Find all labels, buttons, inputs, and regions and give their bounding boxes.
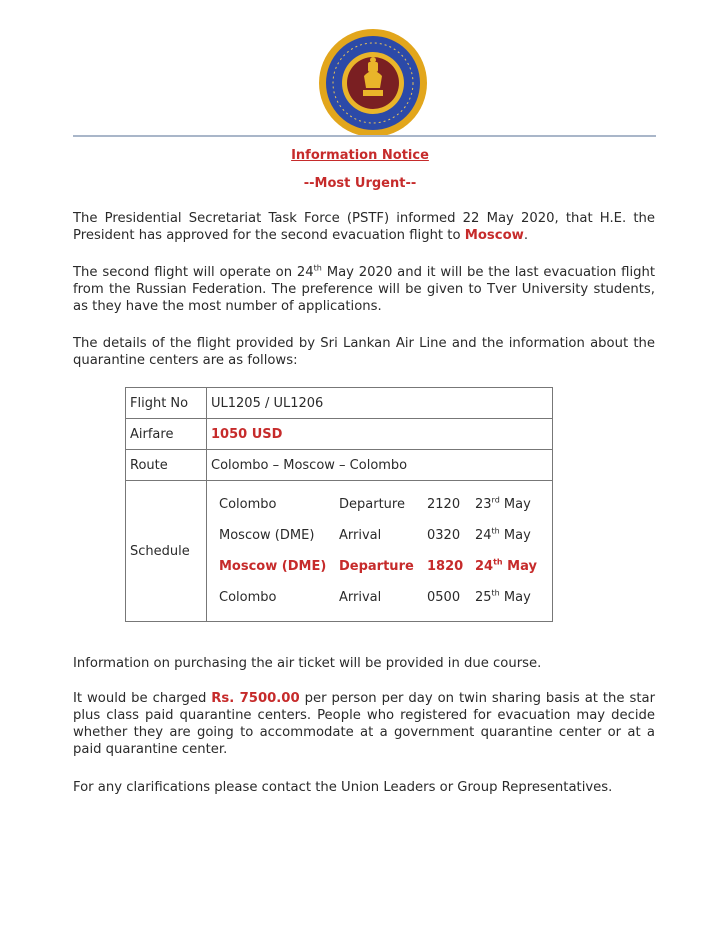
schedule-time: 0320 xyxy=(427,528,461,543)
schedule-date: 24th May xyxy=(475,557,537,574)
schedule-date: 25th May xyxy=(475,588,531,605)
schedule-cell xyxy=(207,481,553,622)
paragraph-ticket-info: Information on purchasing the air ticket will be provided in due course. xyxy=(73,656,542,671)
table-row xyxy=(126,481,553,622)
flight-details-table xyxy=(125,387,553,622)
schedule-place: Colombo xyxy=(219,590,277,605)
sri-lanka-emblem-icon xyxy=(318,28,428,138)
paragraph-second-flight: The second flight will operate on 24th May 2020 and it will be the last evacuation flight from the Russian Federation. The preference will be given to Tver University students, as they have the most number of applications. xyxy=(73,263,656,314)
route-value: Colombo – Moscow – Colombo xyxy=(207,450,553,481)
flight-no-value: UL1205 / UL1206 xyxy=(207,388,553,419)
schedule-table xyxy=(211,489,548,613)
schedule-label: Schedule xyxy=(126,481,207,622)
schedule-row-highlighted xyxy=(211,551,548,582)
schedule-row xyxy=(211,489,548,520)
schedule-time: 0500 xyxy=(427,590,461,605)
schedule-place: Moscow (DME) xyxy=(219,528,315,543)
schedule-time: 2120 xyxy=(427,497,461,512)
schedule-event: Departure xyxy=(339,559,414,574)
schedule-date: 24th May xyxy=(475,526,531,543)
schedule-time: 1820 xyxy=(427,559,464,574)
schedule-place: Moscow (DME) xyxy=(219,559,327,574)
urgency-label: --Most Urgent-- xyxy=(303,176,417,191)
airfare-label: Airfare xyxy=(126,419,207,450)
airfare-value: 1050 USD xyxy=(207,419,553,450)
table-row xyxy=(126,419,553,450)
table-row xyxy=(126,450,553,481)
paragraph-contact: For any clarifications please contact the Union Leaders or Group Representatives. xyxy=(73,780,613,795)
schedule-event: Departure xyxy=(339,497,405,512)
schedule-row xyxy=(211,582,548,613)
schedule-row xyxy=(211,520,548,551)
schedule-event: Arrival xyxy=(339,528,382,543)
route-label: Route xyxy=(126,450,207,481)
notice-title: Information Notice xyxy=(291,148,429,163)
paragraph-approval: The Presidential Secretariat Task Force (PSTF) informed 22 May 2020, that H.E. the President has approved for the second evacuation flight to Moscow. xyxy=(73,211,655,243)
flight-no-label: Flight No xyxy=(126,388,207,419)
paragraph-details-intro: The details of the flight provided by Sri Lankan Air Line and the information about the quarantine centers are as follows: xyxy=(73,336,655,368)
schedule-place: Colombo xyxy=(219,497,277,512)
schedule-date: 23rd May xyxy=(475,495,531,512)
header-divider xyxy=(73,135,656,137)
schedule-event: Arrival xyxy=(339,590,382,605)
table-row xyxy=(126,388,553,419)
paragraph-quarantine-charges: It would be charged Rs. 7500.00 per person per day on twin sharing basis at the star plus class paid quarantine centers. People who registered for evacuation may decide whether they are going to accommodate at a government quarantine center or at a paid quarantine center. xyxy=(73,691,656,757)
